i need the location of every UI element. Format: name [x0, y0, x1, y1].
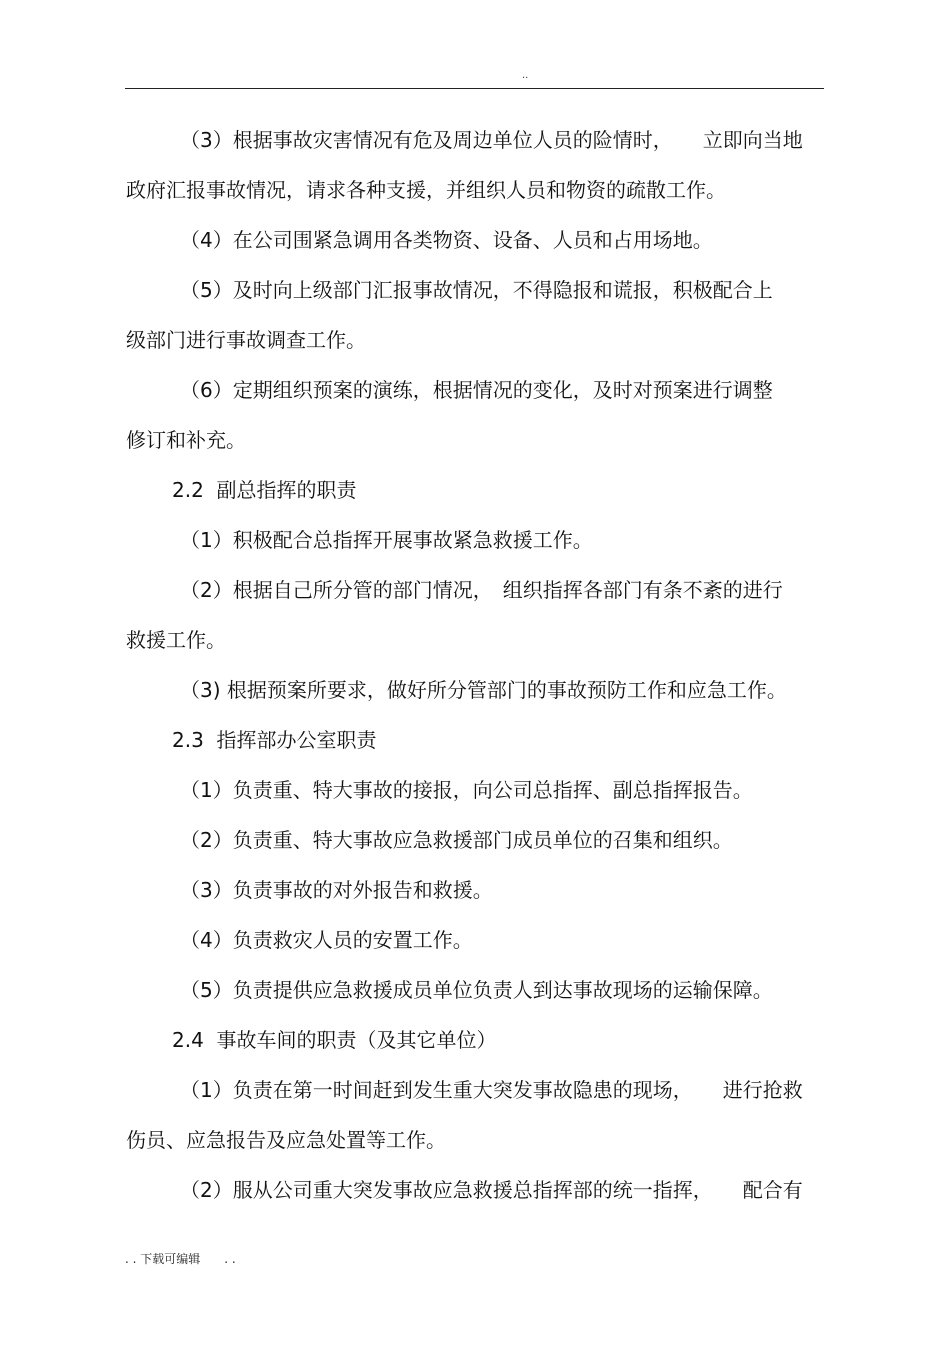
text-line: （5）负责提供应急救援成员单位负责人到达事故现场的运输保障。 [180, 978, 773, 1002]
text-line: （2）服从公司重大突发事故应急救援总指挥部的统一指挥， 配合有 [180, 1178, 803, 1202]
text-line: （3）根据事故灾害情况有危及周边单位人员的险情时， 立即向当地 [180, 128, 803, 152]
text-line: 级部门进行事故调查工作。 [126, 328, 366, 352]
text-line: 救援工作。 [126, 628, 226, 652]
text-line: （2）根据自己所分管的部门情况， 组织指挥各部门有条不紊的进行 [180, 578, 783, 602]
text-line: （1）负责重、特大事故的接报，向公司总指挥、副总指挥报告。 [180, 778, 753, 802]
header-divider [125, 88, 824, 89]
text-line: （3）负责事故的对外报告和救援。 [180, 878, 493, 902]
text-line: 政府汇报事故情况，请求各种支援，并组织人员和物资的疏散工作。 [126, 178, 726, 202]
section-heading: 2.3 指挥部办公室职责 [172, 728, 377, 752]
text-line: （1）积极配合总指挥开展事故紧急救援工作。 [180, 528, 593, 552]
text-line: （1）负责在第一时间赶到发生重大突发事故隐患的现场， 进行抢救 [180, 1078, 803, 1102]
section-heading: 2.4 事故车间的职责（及其它单位） [172, 1028, 497, 1052]
footer-note: . . 下载可编辑 . . [125, 1252, 236, 1266]
text-line: 伤员、应急报告及应急处置等工作。 [126, 1128, 446, 1152]
text-line: （5）及时向上级部门汇报事故情况，不得隐报和谎报，积极配合上 [180, 278, 773, 302]
text-line: （6）定期组织预案的演练，根据情况的变化，及时对预案进行调整 [180, 378, 773, 402]
text-line: （3) 根据预案所要求，做好所分管部门的事故预防工作和应急工作。 [180, 678, 787, 702]
header-mark: .. [522, 70, 529, 81]
text-line: 修订和补充。 [126, 428, 246, 452]
text-line: （4）在公司围紧急调用各类物资、设备、人员和占用场地。 [180, 228, 713, 252]
section-heading: 2.2 副总指挥的职责 [172, 478, 357, 502]
text-line: （2）负责重、特大事故应急救援部门成员单位的召集和组织。 [180, 828, 733, 852]
text-line: （4）负责救灾人员的安置工作。 [180, 928, 473, 952]
